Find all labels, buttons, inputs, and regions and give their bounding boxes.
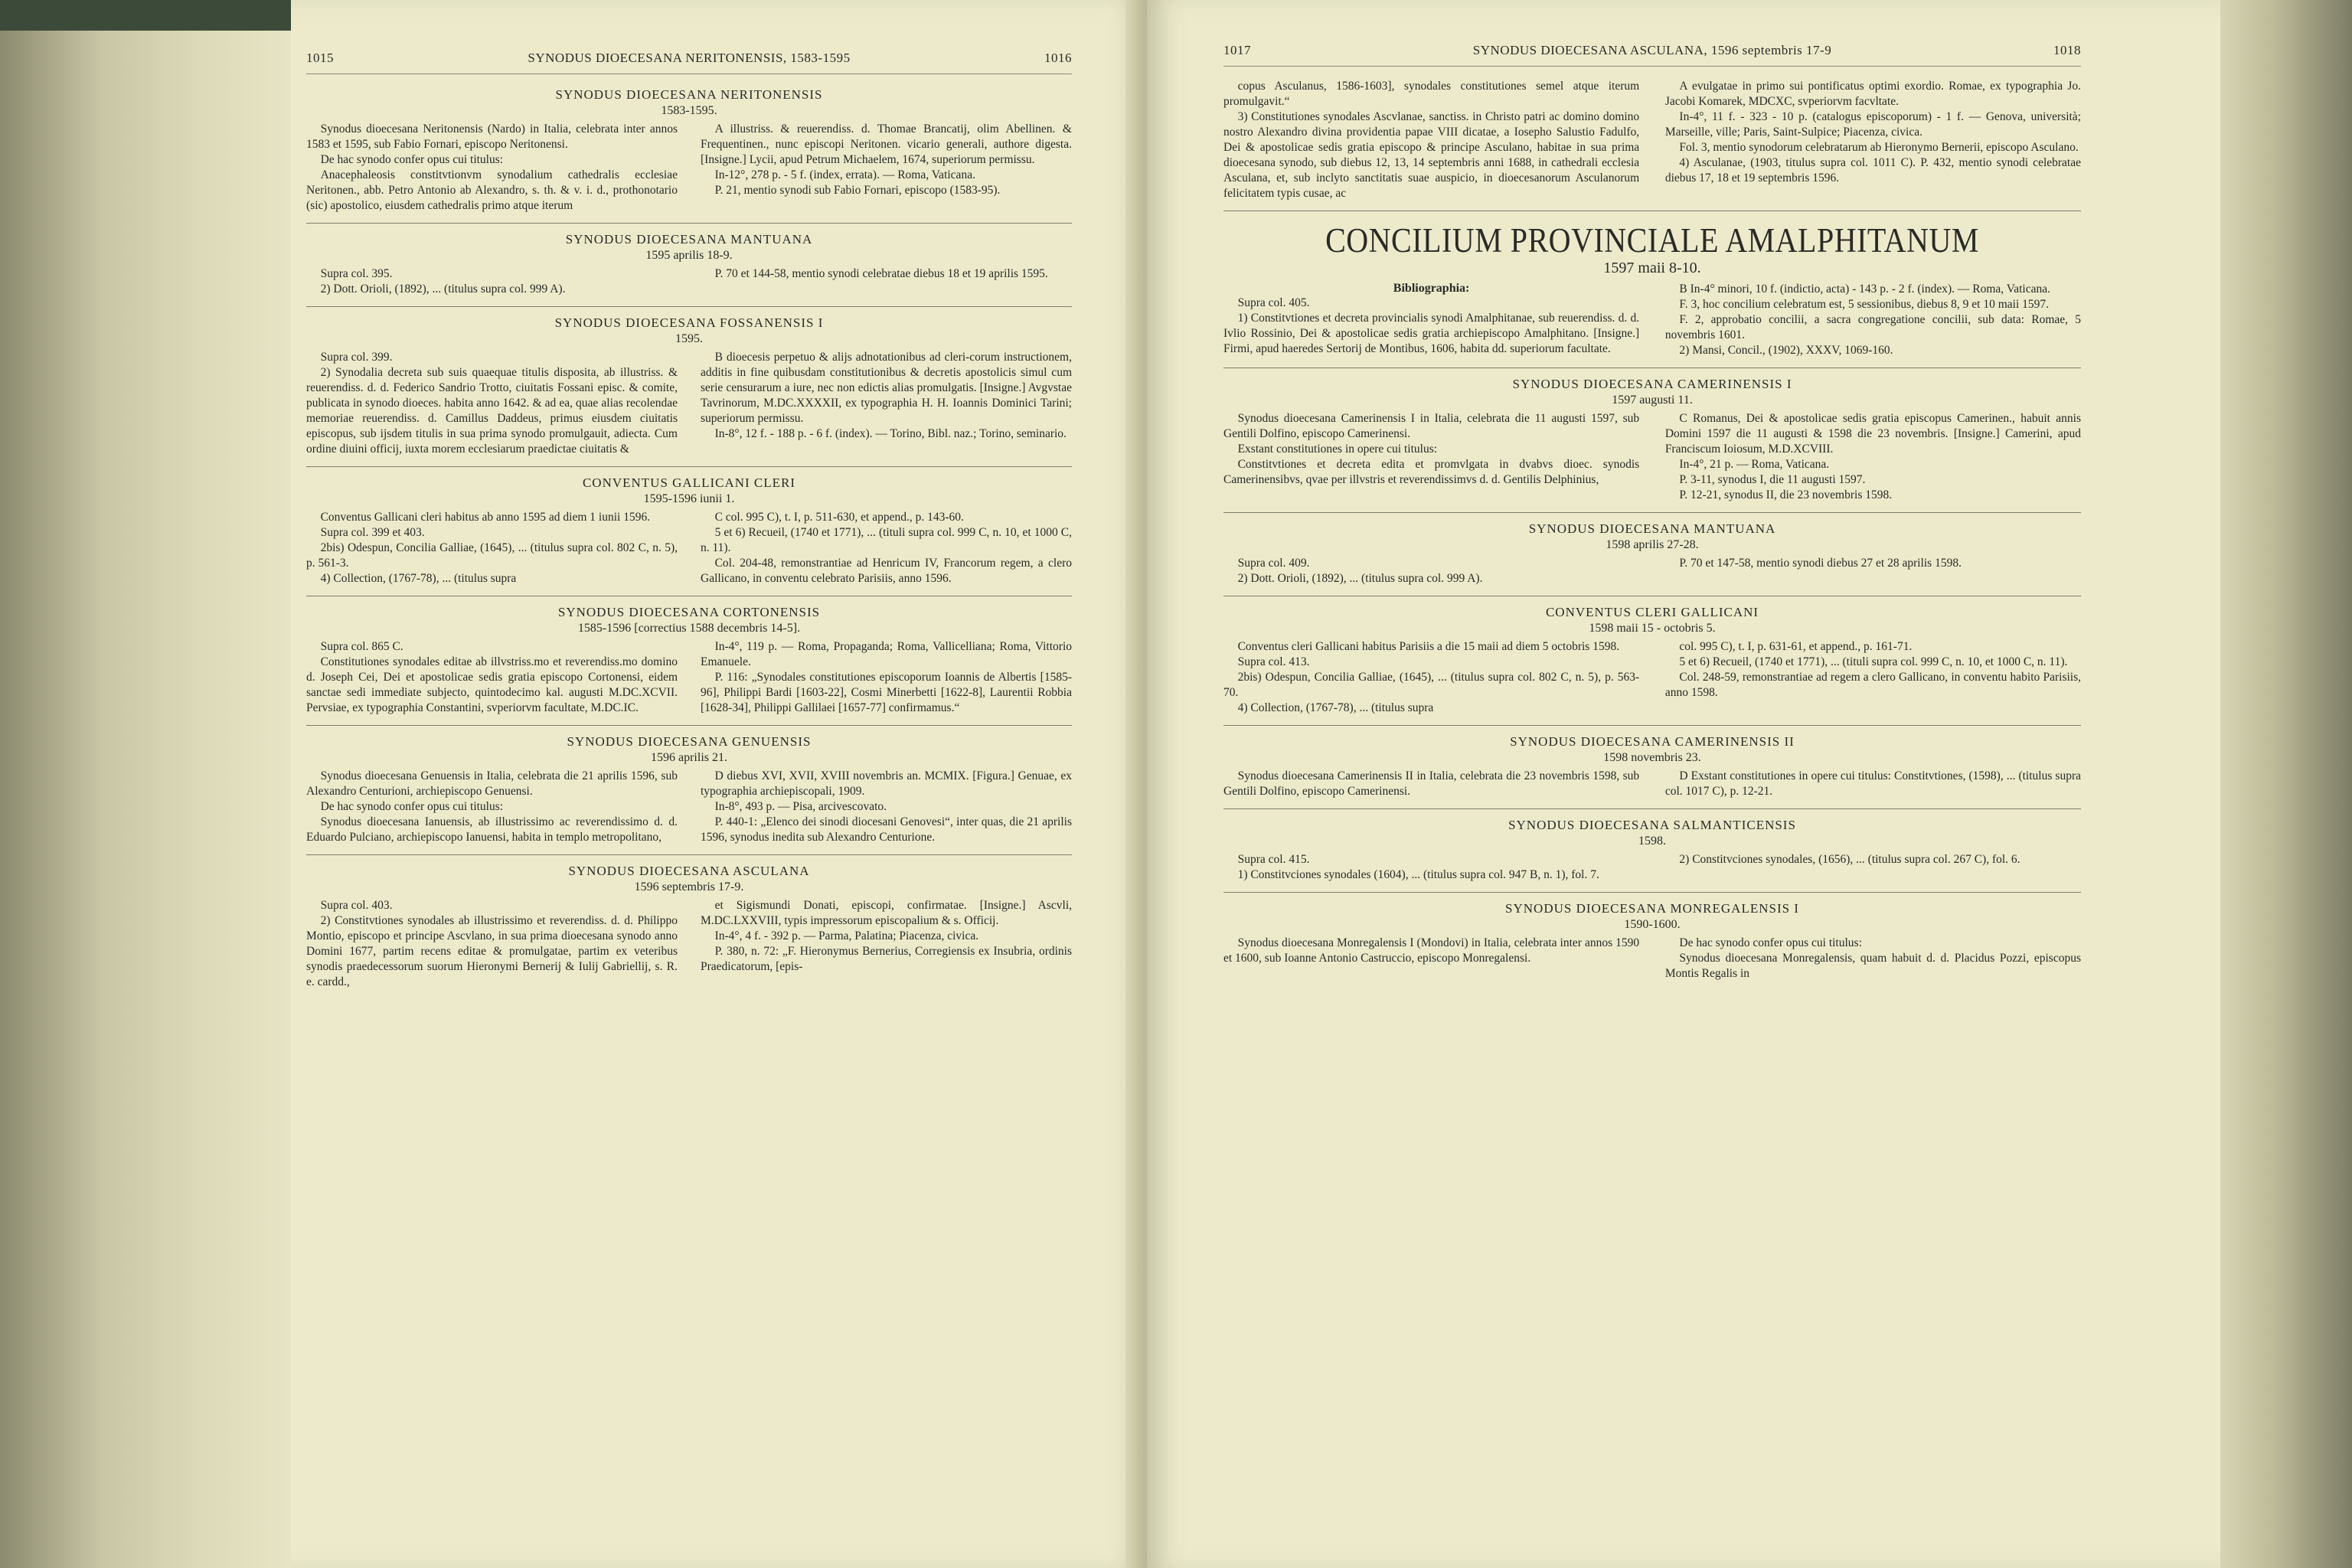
- paragraph: Supra col. 399.: [320, 351, 393, 364]
- paragraph: De hac synodo confer opus cui titulus:: [320, 153, 504, 166]
- paragraph: Fol. 3, mentio synodorum celebratarum ab Hieronymo Bernerii, episcopo Asculano.: [1679, 141, 2079, 154]
- paragraph: Supra col. 409.: [1237, 557, 1310, 570]
- section: [306, 87, 1072, 214]
- column-right: [1665, 936, 2081, 982]
- left-page: [291, 0, 1147, 1568]
- paragraph: 2) Constitvciones synodales, (1656), ... (titulus supra col. 267 C), fol. 6.: [1679, 853, 2020, 866]
- paragraph: De hac synodo confer opus cui titulus:: [320, 800, 504, 813]
- section-date: 1597 augusti 11.: [1612, 394, 1693, 407]
- left-page-stack: [0, 31, 291, 1568]
- paragraph: B dioecesis perpetuo & alijs adnotationibus ad cleri-corum instructionem, additis in fine quibusdam constitutionibus & decretis apostolicis simul cum serie censurarum a iure, nec non edictis alias promulgatis. [Insigne.] Avgvstae Tavrinorum, M.DC.XXXXII, ex typographia H. H. Ioannis Dominici Tarini; superiorum permissu.: [701, 351, 1072, 425]
- section: [1223, 604, 2081, 716]
- column-left: [306, 639, 678, 716]
- paragraph: Constitutiones synodales editae ab illvstriss.mo et reverendiss.mo domino d. Joseph Cei, Dei et apostolicae sedis gratia episcopo Cortonensi, eidem sanctae sedi immediate subjecto, quintodecimo kal. augusti M.DC.XCVII. Pervsiae, ex typographia Constantini, svperiorvm facultate, M.DC.IC.: [306, 655, 678, 714]
- paragraph: 2bis) Odespun, Concilia Galliae, (1645), ... (titulus supra col. 802 C, n. 5), p. 563-70.: [1223, 671, 1640, 699]
- column-right: [1665, 79, 2081, 201]
- column-left: [1223, 852, 1639, 883]
- section: [1223, 900, 2081, 982]
- column-left: [1223, 639, 1639, 716]
- column-right: [1665, 852, 2081, 883]
- running-title: SYNODUS DIOECESANA ASCULANA, 1596 septembris 17-9: [1472, 43, 1832, 57]
- section-title: SYNODUS DIOECESANA MANTUANA: [1528, 521, 1776, 536]
- paragraph: P. 116: „Synodales constitutiones episcoporum Ioannis de Albertis [1585-96], Philippi Bardi [1603-22], Cosmi Minerbetti [1622-8], Laurentii Robbia [1628-34], Philippi Gallilaei [1657-77] confirmamus.“: [701, 671, 1072, 714]
- paragraph: In-8°, 12 f. - 188 p. - 6 f. (index). — Torino, Bibl. naz.; Torino, seminario.: [714, 427, 1067, 440]
- running-title: SYNODUS DIOECESANA NERITONENSIS, 1583-1595: [528, 51, 851, 65]
- paragraph: Supra col. 399 et 403.: [320, 526, 425, 539]
- column-right: [1665, 769, 2081, 799]
- left-running-header: [306, 46, 1072, 74]
- paragraph: 4) Asculanae, (1903, titulus supra col. 1011 C). P. 432, mentio synodi celebratae diebus 17, 18 et 19 septembris 1596.: [1664, 156, 2081, 185]
- paragraph: P. 12-21, synodus II, die 23 novembris 1598.: [1679, 488, 1893, 501]
- section-rule: [306, 854, 1072, 855]
- section-rule: [1223, 892, 2081, 893]
- paragraph: Synodus dioecesana Ianuensis, ab illustrissimo ac reverendissimo d. d. Eduardo Pulciano, archiepiscopo Ianuensi, habita in templo metropolitano,: [306, 815, 678, 844]
- paragraph: Supra col. 405.: [1237, 296, 1310, 309]
- section: [306, 231, 1072, 297]
- paragraph: D Exstant constitutiones in opere cui titulus: Constitvtiones, (1598), ... (titulus supra col. 1017 C), p. 12-21.: [1664, 769, 2081, 798]
- paragraph: Synodus dioecesana Camerinensis I in Italia, celebrata die 11 augusti 1597, sub Gentili Dolfino, episcopo Camerinensi.: [1223, 412, 1640, 440]
- section-date: 1598 novembris 23.: [1603, 751, 1701, 764]
- concilium-section: [1223, 222, 2081, 358]
- paragraph: 1) Constitvtiones et decreta provincialis synodi Amalphitanae, sub reuerendiss. d. d. Ivlio Rossinio, Dei & apostolicae sedis gratia archiepiscopo Amalphitano. [Insigne.] Firmi, apud haeredes Sertorij de Montibus, 1606, habita dd. superiorum facultate.: [1223, 312, 1640, 355]
- paragraph: 4) Collection, (1767-78), ... (titulus supra: [320, 572, 517, 585]
- section-title: SYNODUS DIOECESANA CAMERINENSIS I: [1512, 377, 1792, 391]
- paragraph: Col. 248-59, remonstrantiae ad regem a clero Gallicano, in conventu habito Parisiis, anno 1598.: [1664, 671, 2081, 699]
- paragraph: Synodus dioecesana Camerinensis II in Italia, celebrata die 23 novembris 1598, sub Gentili Dolfino, episcopo Camerinensi.: [1223, 769, 1640, 798]
- column-right: [1665, 556, 2081, 586]
- right-page-stack: [2220, 0, 2352, 1568]
- page-number: 1016: [1044, 51, 1072, 65]
- paragraph: 4) Collection, (1767-78), ... (titulus supra: [1237, 701, 1434, 714]
- section-rule: [1223, 725, 2081, 726]
- right-page: [1147, 0, 2249, 1568]
- column-right: [701, 510, 1072, 586]
- section-rule: [306, 725, 1072, 726]
- paragraph: In-4°, 21 p. — Roma, Vaticana.: [1679, 458, 1830, 471]
- column-left: [306, 510, 678, 586]
- column-right: [701, 769, 1072, 845]
- paragraph: Conventus cleri Gallicani habitus Parisiis a die 15 maii ad diem 5 octobris 1598.: [1237, 640, 1620, 653]
- section-title: SYNODUS DIOECESANA SALMANTICENSIS: [1508, 818, 1796, 832]
- paragraph: Supra col. 403.: [320, 899, 393, 912]
- column-left: [1223, 936, 1639, 982]
- paragraph: 5 et 6) Recueil, (1740 et 1771), ... (tituli supra col. 999 C, n. 10, et 1000 C, n. 11).: [701, 526, 1072, 554]
- section: [1223, 817, 2081, 883]
- continued-entry: [1223, 79, 2081, 201]
- paragraph: In-12°, 278 p. - 5 f. (index, errata). — Roma, Vaticana.: [714, 168, 975, 181]
- column-right: [1665, 639, 2081, 716]
- column-right: [701, 122, 1072, 214]
- paragraph: F. 2, approbatio concilii, a sacra congregatione concilii, sub data: Romae, 5 novembris 1601.: [1664, 313, 2081, 341]
- paragraph: Synodus dioecesana Genuensis in Italia, celebrata die 21 aprilis 1596, sub Alexandro Centurioni, archiepiscopo Genuensi.: [306, 769, 678, 798]
- paragraph: 2bis) Odespun, Concilia Galliae, (1645), ... (titulus supra col. 802 C, n. 5), p. 561-3.: [306, 541, 678, 570]
- paragraph: 2) Dott. Orioli, (1892), ... (titulus supra col. 999 A).: [320, 283, 566, 296]
- section-title: SYNODUS DIOECESANA FOSSANENSIS I: [554, 315, 824, 330]
- paragraph: C col. 995 C), t. I, p. 511-630, et append., p. 143-60.: [714, 511, 964, 524]
- concilium-title: CONCILIUM PROVINCIALE AMALPHITANUM: [1325, 220, 1979, 260]
- column-left: [1223, 769, 1639, 799]
- page-number: 1015: [306, 51, 334, 65]
- right-sections: [1223, 368, 2081, 982]
- page-number: 1018: [2053, 43, 2081, 57]
- paragraph: B In-4° minori, 10 f. (indictio, acta) - 143 p. - 2 f. (index). — Roma, Vaticana.: [1679, 283, 2050, 296]
- section-title: SYNODUS DIOECESANA CORTONENSIS: [557, 605, 821, 619]
- section-date: 1598 aprilis 27-28.: [1606, 538, 1699, 551]
- section: [306, 604, 1072, 716]
- section-date: 1583-1595.: [661, 104, 717, 117]
- paragraph: Supra col. 865 C.: [320, 640, 403, 653]
- paragraph: P. 21, mentio synodi sub Fabio Fornari, episcopo (1583-95).: [714, 184, 1001, 197]
- section-date: 1595 aprilis 18-9.: [645, 249, 733, 262]
- paragraph: 1) Constitvciones synodales (1604), ... (titulus supra col. 947 B, n. 1), fol. 7.: [1237, 868, 1599, 881]
- page-number: 1017: [1223, 43, 1251, 57]
- paragraph: Synodus dioecesana Neritonensis (Nardo) in Italia, celebrata inter annos 1583 et 1595, sub Fabio Fornari, episcopo Neritonensi.: [306, 122, 678, 151]
- paragraph: 3) Constitutiones synodales Ascvlanae, sanctiss. in Christo patri ac domino domino nostro Alexandro divina providentia papae VIII dicatae, a Iosepho Salustio Fadulfo, Dei & apostolicae sedis gratia episcopo & principe Asculano, habitae in sua prima dioecesana synodo, sub diebus 12, 13, 14 septembris anni 1688, in cathedrali ecclesia Asculana, et, sub inclyto sanctitatis suae auspicio, in dioecesanorum Asculanorum felicitatem typis cusae, ac: [1223, 110, 1640, 200]
- paragraph: 5 et 6) Recueil, (1740 et 1771), ... (tituli supra col. 999 C, n. 10, et 1000 C, n. 11).: [1679, 655, 2068, 668]
- paragraph: In-4°, 119 p. — Roma, Propaganda; Roma, Vallicelliana; Roma, Vittorio Emanuele.: [701, 640, 1072, 668]
- paragraph: Col. 204-48, remonstrantiae ad Henricum IV, Francorum regem, a clero Gallicano, in conventu celebrato Parisiis, anno 1596.: [701, 557, 1072, 585]
- section-rule: [306, 223, 1072, 224]
- paragraph: et Sigismundi Donati, episcopi, confirmatae. [Insigne.] Ascvli, M.DC.LXXVIII, typis impressorum episcopalium & s. Officij.: [701, 899, 1072, 927]
- paragraph: In-4°, 11 f. - 323 - 10 p. (catalogus episcoporum) - 1 f. — Genova, università; Marseille, ville; Paris, Saint-Sulpice; Piacenza, civica.: [1664, 110, 2081, 139]
- column-right: [1665, 411, 2081, 503]
- paragraph: 2) Constitvtiones synodales ab illustrissimo et reverendiss. d. d. Philippo Montio, episcopo et principe Ascvlano, in sua prima dioecesana synodo anno Domini 1677, partim recens editae & promulgatae, partim ex veteribus synodis praedecessorum suorum Hieronymi Bernerij & Iulij Gabriellij, s. R. e. cardd.,: [306, 914, 678, 988]
- column-right: [701, 898, 1072, 990]
- column-left: [1223, 79, 1639, 201]
- paragraph: 2) Synodalia decreta sub suis quaequae titulis disposita, ab illustriss. & reuerendiss. d. d. Federico Sandrio Trotto, ciuitatis Fossani episc. & comite, publicata in synodo dioeces. habita anno 1642. & ad ea, quae alias recolendae memoriae reuerendiss. d. Camillus Daddeus, primus eiusdem ciuitatis episcopus, sub ijsdem titulis in sua prima synodo promulgauit, adiecta. Cum ordine diuini officij, iuxta morem ecclesiarum praedictae ciuitatis &: [306, 366, 678, 456]
- column-left: [1223, 556, 1639, 586]
- paragraph: A illustriss. & reuerendiss. d. Thomae Brancatij, olim Abellinen. & Frequentinen., nunc episcopi Neritonen. vicario generali, authore digesta. [Insigne.] Lycii, apud Petrum Michaelem, 1674, superiorum permissu.: [701, 122, 1072, 166]
- section-date: 1596 aprilis 21.: [651, 751, 727, 764]
- concilium-date: 1597 maii 8-10.: [1603, 260, 1701, 276]
- bibliography-heading: Bibliographia:: [1393, 282, 1470, 295]
- paragraph: P. 380, n. 72: „F. Hieronymus Bernerius, Corregiensis ex Insubria, ordinis Praedicatorum, [epis-: [701, 945, 1072, 973]
- column-right: [701, 266, 1072, 297]
- section: [1223, 733, 2081, 799]
- section-rule: [306, 306, 1072, 307]
- column-left: [306, 350, 678, 457]
- paragraph: Synodus dioecesana Monregalensis I (Mondovi) in Italia, celebrata inter annos 1590 et 1600, sub Ioanne Antonio Castruccio, episcopo Monregalensi.: [1223, 936, 1640, 965]
- section-date: 1595-1596 iunii 1.: [643, 492, 735, 505]
- section-title: CONVENTUS GALLICANI CLERI: [582, 475, 796, 490]
- paragraph: Constitvtiones et decreta edita et promvlgata in dvabvs dioec. synodis Camerinensibvs, qvae per illvstris et reverendissimvs d. d. Gentilis Delphinius,: [1223, 458, 1640, 486]
- paragraph: De hac synodo confer opus cui titulus:: [1679, 936, 1862, 949]
- section: [306, 315, 1072, 457]
- section-title: SYNODUS DIOECESANA MANTUANA: [565, 232, 813, 247]
- column-right: [701, 639, 1072, 716]
- section-date: 1596 septembris 17-9.: [634, 880, 744, 893]
- section-rule: [1223, 512, 2081, 513]
- section: [1223, 376, 2081, 503]
- section-date: 1598.: [1638, 835, 1666, 848]
- section-date: 1598 maii 15 - octobris 5.: [1589, 622, 1716, 635]
- paragraph: In-4°, 4 f. - 392 p. — Parma, Palatina; Piacenza, civica.: [714, 929, 979, 942]
- paragraph: col. 995 C), t. I, p. 631-61, et append., p. 161-71.: [1679, 640, 1913, 653]
- section-title: SYNODUS DIOECESANA NERITONENSIS: [555, 87, 823, 102]
- paragraph: In-8°, 493 p. — Pisa, arcivescovato.: [714, 800, 887, 813]
- section: [1223, 521, 2081, 586]
- paragraph: Anacephaleosis constitvtionvm synodalium cathedralis ecclesiae Neritonen., abb. Petro Antonio ab Alexandro, s. th. & v. i. d., prothonotario (sic) apostolico, eiusdem cathedralis primo atque iterum: [306, 168, 678, 212]
- section-title: SYNODUS DIOECESANA CAMERINENSIS II: [1510, 734, 1795, 749]
- left-sections: [306, 87, 1072, 990]
- paragraph: D diebus XVI, XVII, XVIII novembris an. MCMIX. [Figura.] Genuae, ex typographia archiepiscopali, 1909.: [701, 769, 1072, 798]
- paragraph: Supra col. 415.: [1237, 853, 1310, 866]
- section: [306, 863, 1072, 990]
- paragraph: A evulgatae in primo sui pontificatus optimi exordio. Romae, ex typographia Jo. Jacobi Komarek, MDCXC, svperiorvm facvltate.: [1664, 80, 2081, 108]
- section-date: 1595.: [675, 332, 703, 345]
- paragraph: Exstant constitutiones in opere cui titulus:: [1237, 443, 1438, 456]
- section-title: SYNODUS DIOECESANA MONREGALENSIS I: [1505, 901, 1799, 916]
- column-left: [1223, 282, 1639, 358]
- paragraph: copus Asculanus, 1586-1603], synodales constitutiones semel atque iterum promulgavit.“: [1223, 80, 1640, 108]
- paragraph: P. 3-11, synodus I, die 11 augusti 1597.: [1679, 473, 1866, 486]
- right-running-header: [1223, 38, 2081, 67]
- paragraph: Synodus dioecesana Monregalensis, quam habuit d. d. Placidus Pozzi, episcopus Montis Regalis in: [1664, 952, 2081, 980]
- section-title: CONVENTUS CLERI GALLICANI: [1545, 605, 1759, 619]
- paragraph: P. 440-1: „Elenco dei sinodi diocesani Genovesi“, inter quas, die 21 aprilis 1596, synodus inedita sub Alexandro Centurione.: [701, 815, 1072, 844]
- paragraph: Supra col. 413.: [1237, 655, 1310, 668]
- column-left: [306, 122, 678, 214]
- paragraph: Supra col. 395.: [320, 267, 393, 280]
- section-date: 1585-1596 [correctius 1588 decembris 14-5].: [577, 622, 801, 635]
- paragraph: Conventus Gallicani cleri habitus ab anno 1595 ad diem 1 iunii 1596.: [320, 511, 651, 524]
- paragraph: F. 3, hoc concilium celebratum est, 5 sessionibus, diebus 8, 9 et 10 maii 1597.: [1679, 298, 2050, 311]
- section-title: SYNODUS DIOECESANA GENUENSIS: [567, 734, 812, 749]
- column-right: [1665, 282, 2081, 358]
- column-left: [306, 769, 678, 845]
- section-rule: [306, 466, 1072, 467]
- section: [306, 475, 1072, 586]
- paragraph: 2) Dott. Orioli, (1892), ... (titulus supra col. 999 A).: [1237, 572, 1483, 585]
- column-left: [306, 898, 678, 990]
- paragraph: P. 70 et 147-58, mentio synodi diebus 27 et 28 aprilis 1598.: [1679, 557, 1962, 570]
- section-title: SYNODUS DIOECESANA ASCULANA: [568, 864, 810, 878]
- section-rule: [1223, 808, 2081, 809]
- section-date: 1590-1600.: [1624, 918, 1681, 931]
- column-right: [701, 350, 1072, 457]
- paragraph: C Romanus, Dei & apostolicae sedis gratia episcopus Camerinen., habuit annis Domini 1597 die 11 augusti & 1598 die 23 novembris. [Insigne.] Camerini, apud Franciscum Ioiosum, M.D.XCVIII.: [1664, 412, 2081, 456]
- paragraph: 2) Mansi, Concil., (1902), XXXV, 1069-160.: [1679, 344, 1893, 357]
- column-left: [306, 266, 678, 297]
- column-left: [1223, 411, 1639, 503]
- paragraph: P. 70 et 144-58, mentio synodi celebratae diebus 18 et 19 aprilis 1595.: [714, 267, 1048, 280]
- section: [306, 733, 1072, 845]
